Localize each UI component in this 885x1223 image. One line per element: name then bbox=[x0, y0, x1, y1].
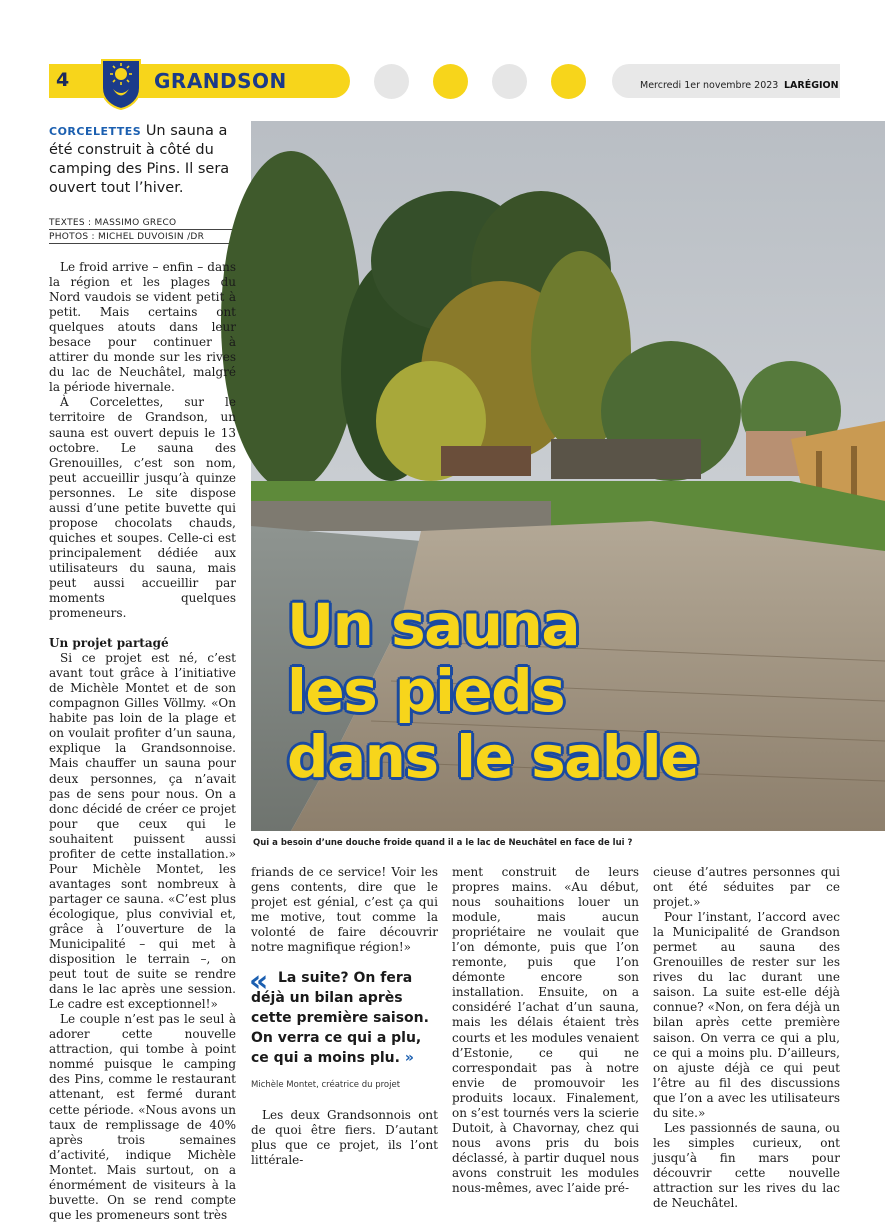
header-dot-4 bbox=[551, 64, 586, 99]
quote-close-icon: » bbox=[404, 1050, 414, 1066]
header-dot-3 bbox=[492, 64, 527, 99]
issue-date: Mercredi 1er novembre 2023 bbox=[640, 80, 779, 91]
section-title: GRANDSON bbox=[154, 69, 287, 93]
article-lead bbox=[49, 122, 239, 198]
article-paragraph: Si ce projet est né, c’est avant tout grâce à l’initiative de Michèle Montet et de son compagnon Gilles Völlmy. «On habite pas loin de la plage et on voulait profiter d’un sauna, explique la Grandsonnoise. Mais chauffer un sauna pour deux personnes, ça n’avait pas de sens pour nous. On a donc décidé de créer ce projet pour que ceux qui le souhaitent puissent aussi profiter de cette installation.» Pour Michèle Montet, les avantages sont nombreux à partager ce sauna. «C’est plus écologique, plus convivial et, grâce à l’ouverture de la Municipalité – qui met à disposition le terrain –, on peut tout de suite se rendre dans le lac après une session. Le cadre est exceptionnel!» bbox=[49, 651, 236, 1012]
headline-line-2: les pieds bbox=[287, 657, 565, 725]
article-column-4 bbox=[653, 865, 840, 1211]
article-column-3 bbox=[452, 865, 639, 1196]
credit-texts: TEXTES : MASSIMO GRECO bbox=[49, 216, 237, 230]
lead-kicker: CORCELETTES bbox=[49, 125, 142, 138]
newspaper-name: LARÉGION bbox=[784, 80, 839, 91]
pull-quote bbox=[249, 964, 441, 1068]
quote-open-icon: « bbox=[249, 964, 269, 999]
headline-line-1: Un sauna bbox=[287, 591, 579, 659]
article-paragraph: ment construit de leurs propres mains. «Au début, nous souhaitions louer un module, mais aucun propriétaire ne voulait que l’on démonte, puis que l’on remonte, puis que l’on démonte encore son installation. Ensuite, on a considéré l’achat d’un sauna, mais les délais étaient très courts et les modules venaient d’Estonie, ce qui ne correspondait pas à notre envie de promouvoir les produits locaux. Finalement, on s’est tournés vers la scierie Dutoit, à Chavornay, chez qui nous avons pris du bois déclassé, à partir duquel nous avons construit les modules nous-mêmes, avec l’aide pré- bbox=[452, 865, 639, 1195]
article-paragraph: Le couple n’est pas le seul à adorer cette nouvelle attraction, qui tombe à point nommé puisque le camping des Pins, comme le restaurant attenant, est fermé durant cette période. «Nous avons un taux de remplissage de 40% après trois semaines d’activité, indique Michèle Montet. Mais surtout, on a énormément de visiteurs à la buvette. On se rend compte que les promeneurs sont très bbox=[49, 1012, 236, 1222]
article-paragraph: Le froid arrive – enfin – dans la région et les plages du Nord vaudois se vident petit à petit. Mais certains ont quelques atouts dans leur besace pour continuer à attirer du monde sur les rives du lac de Neuchâtel, malgré la période hivernale. bbox=[49, 260, 236, 395]
credit-photos: PHOTOS : MICHEL DUVOISIN /DR bbox=[49, 230, 237, 244]
page-number: 4 bbox=[56, 69, 70, 91]
article-paragraph: friands de ce service! Voir les gens contents, dire que le projet est génial, c’est ça qui me motive, tout comme la volonté de faire découvrir notre magnifique région!» bbox=[251, 865, 438, 955]
headline bbox=[287, 592, 698, 790]
headline-line-3: dans le sable bbox=[287, 723, 698, 791]
grandson-crest-icon bbox=[99, 58, 143, 110]
quote-author: Michèle Montet, créatrice du projet bbox=[251, 1080, 401, 1090]
quote-text: La suite? On fera déjà un bilan après cette première saison. On verra ce qui a plu, ce qui a moins plu. bbox=[251, 970, 429, 1066]
article-paragraph: Les deux Grandsonnois ont de quoi être fiers. D’autant plus que ce projet, ils l’ont littérale- bbox=[251, 1108, 438, 1168]
article-paragraph: Les passionnés de sauna, ou les simples curieux, ont jusqu’à fin mars pour découvrir cette nouvelle attraction sur les rives du lac de Neuchâtel. bbox=[653, 1120, 840, 1211]
article-column-1 bbox=[49, 260, 236, 1223]
article-paragraph: À Corcelettes, sur le territoire de Grandson, un sauna est ouvert depuis le 13 octobre. Le sauna des Grenouilles, c’est son nom, peut accueillir jusqu’à quinze personnes. Le site dispose aussi d’une petite buvette qui propose chocolats chauds, quiches et soupes. Celle-ci est principalement dédiée aux utilisateurs du sauna, mais peut aussi accueillir par moments quelques promeneurs. bbox=[49, 395, 236, 621]
article-column-2 bbox=[251, 865, 438, 955]
header-dot-1 bbox=[374, 64, 409, 99]
lead-text: Un sauna a été construit à côté du camping des Pins. Il sera ouvert tout l’hiver. bbox=[49, 123, 230, 196]
photo-caption: Qui a besoin d’une douche froide quand il a le lac de Neuchâtel en face de lui ? bbox=[253, 838, 633, 848]
article-subhead: Un projet partagé bbox=[49, 636, 169, 651]
article-paragraph: cieuse d’autres personnes qui ont été séduites par ce projet.» bbox=[653, 865, 840, 910]
credits bbox=[49, 216, 237, 244]
article-paragraph: Pour l’instant, l’accord avec la Municipalité de Grandson permet au sauna des Grenouilles de rester sur les rives du lac durant une saison. La suite est-elle déjà connue? «Non, on fera déjà un bilan après cette première saison. On verra ce qui a plu, ce qui a moins plu. D’ailleurs, on ajuste déjà ce qui peut l’être au fil des discussions que l’on a avec les utilisateurs du site.» bbox=[653, 910, 840, 1120]
header-dot-2 bbox=[433, 64, 468, 99]
article-column-2-bottom bbox=[251, 1108, 438, 1168]
